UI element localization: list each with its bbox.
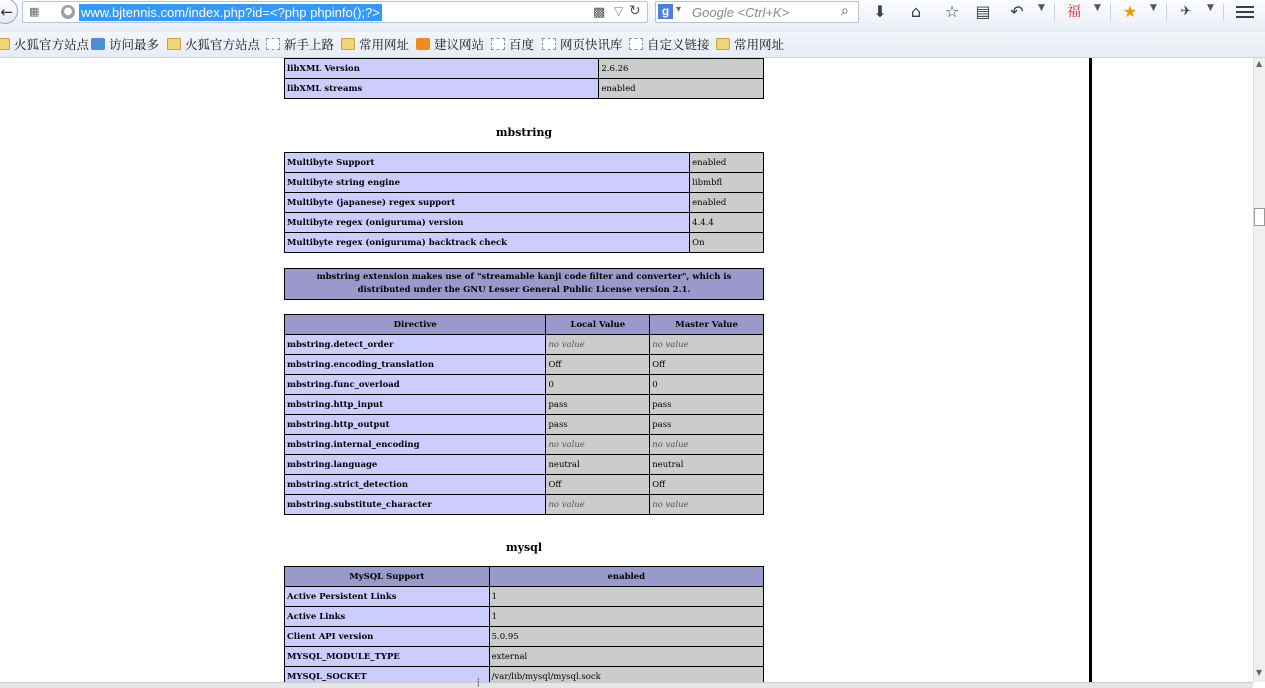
table-row: mbstring.http_output pass pass [285, 415, 764, 435]
scrollbar-grip-icon[interactable]: ┇ [476, 678, 481, 687]
url-bar[interactable] [22, 1, 648, 23]
bookmark-item[interactable]: 网页快讯库 [542, 36, 623, 54]
info-name: Multibyte regex (oniguruma) backtrack check [285, 233, 690, 253]
table-row: MYSQL_SOCKET /var/lib/mysql/mysql.sock [285, 667, 764, 687]
undo-icon[interactable]: ↶ [1010, 2, 1024, 21]
folder-icon [716, 38, 730, 50]
navigation-toolbar [0, 0, 1265, 33]
menu-icon[interactable] [1236, 3, 1254, 19]
info-value: 2.6.26 [599, 59, 764, 79]
license-notice: mbstring extension makes use of "streamable kanji code filter and converter", which is distributed under the GNU Lesser General Public License version 2.1. [284, 268, 764, 300]
page-icon [629, 38, 643, 50]
info-value: enabled [690, 153, 764, 173]
undo-dropdown-icon[interactable]: ▼ [1038, 3, 1045, 13]
table-row: mbstring.func_overload 0 0 [285, 375, 764, 395]
info-value: 4.4.4 [690, 213, 764, 233]
local-value-header: Local Value [546, 315, 650, 335]
page-divider-line [1089, 58, 1092, 688]
info-name: Multibyte (japanese) regex support [285, 193, 690, 213]
bookmark-item[interactable]: 建议网站 [416, 36, 484, 54]
folder-icon [167, 38, 181, 50]
toolbar-divider [1054, 3, 1055, 21]
directive-header: Directive [285, 315, 546, 335]
page-icon [266, 38, 280, 50]
scrollbar-thumb[interactable] [1254, 208, 1265, 226]
table-row [285, 173, 764, 193]
table-row [285, 233, 764, 253]
table-row: mbstring.internal_encoding no value no value [285, 435, 764, 455]
bookmark-item[interactable]: 火狐官方站点 [0, 36, 89, 54]
page-content [0, 58, 1253, 688]
bookmark-item[interactable]: 常用网址 [341, 36, 409, 54]
section-title: mbstring [495, 126, 553, 139]
back-button[interactable]: ← [0, 0, 18, 24]
table-row: mbstring.http_input pass pass [285, 395, 764, 415]
search-engine-dropdown-icon[interactable]: ▾ [676, 4, 682, 15]
toolbar-divider [1110, 3, 1111, 21]
bookmark-item[interactable]: 百度 [491, 36, 534, 54]
tab-grid-icon[interactable]: ▦ [29, 5, 40, 18]
info-value: On [690, 233, 764, 253]
gesture-dropdown-icon[interactable]: ▼ [1207, 3, 1214, 13]
bookmark-item[interactable]: 常用网址 [716, 36, 784, 54]
history-dropdown-icon[interactable]: ▽ [614, 4, 624, 18]
info-value: libmbfl [690, 173, 764, 193]
mouse-gesture-icon[interactable]: ✈ [1180, 4, 1192, 19]
url-text[interactable]: www.bjtennis.com/index.php?id=<?php phpinfo();?> [81, 5, 380, 20]
folder-icon [0, 38, 10, 50]
mbstring-info-table [284, 152, 764, 253]
info-name: libXML Version [285, 59, 599, 79]
globe-icon[interactable]: ● [61, 5, 75, 19]
fortune-dropdown-icon[interactable]: ▼ [1094, 3, 1101, 13]
bookmarks-list-icon[interactable]: ▤ [975, 2, 991, 21]
vertical-scrollbar[interactable] [1253, 58, 1265, 682]
table-row: mbstring.detect_order no value no value [285, 335, 764, 355]
libxml-table [284, 58, 764, 99]
search-bar[interactable] [655, 1, 859, 23]
bookmark-item[interactable]: 自定义链接 [629, 36, 710, 54]
google-icon[interactable]: g [658, 4, 673, 19]
qr-code-icon[interactable]: ▩ [593, 5, 606, 20]
horizontal-scrollbar[interactable] [0, 678, 1253, 688]
bookmark-star-icon[interactable]: ☆ [944, 2, 960, 21]
table-row: mbstring.language neutral neutral [285, 455, 764, 475]
scroll-down-icon[interactable]: ▼ [1256, 668, 1263, 677]
master-value-header: Master Value [650, 315, 764, 335]
table-row: mbstring.substitute_character no value no value [285, 495, 764, 515]
toolbar-divider [1166, 3, 1167, 21]
bookmark-item[interactable]: 新手上路 [266, 36, 334, 54]
search-input[interactable]: Google <Ctrl+K> [692, 5, 790, 20]
table-row [285, 193, 764, 213]
bookmarks-toolbar [0, 32, 1265, 58]
bookmark-item[interactable]: 火狐官方站点 [167, 36, 260, 54]
table-row: mbstring.strict_detection Off Off [285, 475, 764, 495]
section-title: mysql [505, 541, 543, 554]
table-row [285, 59, 764, 79]
scroll-up-icon[interactable]: ▲ [1256, 59, 1263, 68]
mbstring-directives-table [284, 314, 764, 515]
info-value: enabled [599, 79, 764, 99]
toolbar-divider [1223, 3, 1224, 21]
table-row: Active Links 1 [285, 607, 764, 627]
fortune-icon[interactable]: 福 [1067, 4, 1081, 20]
suggested-sites-icon [416, 38, 430, 50]
info-value: enabled [690, 193, 764, 213]
bookmark-item[interactable]: 访问最多 [91, 36, 159, 54]
search-icon[interactable]: ⌕ [841, 3, 849, 19]
mysql-table [284, 566, 764, 687]
page-icon [542, 38, 556, 50]
table-row: MYSQL_MODULE_TYPE external [285, 647, 764, 667]
table-row [285, 213, 764, 233]
reload-icon[interactable]: ↻ [629, 3, 641, 19]
download-icon[interactable]: ⬇ [873, 2, 887, 21]
most-visited-icon [91, 38, 105, 50]
table-row [285, 79, 764, 99]
table-row: mbstring.encoding_translation Off Off [285, 355, 764, 375]
info-name: Multibyte regex (oniguruma) version [285, 213, 690, 233]
info-name: Multibyte string engine [285, 173, 690, 193]
home-icon[interactable]: ⌂ [910, 2, 922, 21]
table-row: Active Persistent Links 1 [285, 587, 764, 607]
table-header: MySQL Support enabled [285, 567, 764, 587]
info-name: libXML streams [285, 79, 599, 99]
folder-icon [341, 38, 355, 50]
table-header [285, 315, 764, 335]
table-row [285, 153, 764, 173]
info-name: Multibyte Support [285, 153, 690, 173]
favorites-icon[interactable]: ★ [1122, 2, 1138, 21]
page-icon [491, 38, 505, 50]
favorites-dropdown-icon[interactable]: ▼ [1150, 3, 1157, 13]
table-row: Client API version 5.0.95 [285, 627, 764, 647]
